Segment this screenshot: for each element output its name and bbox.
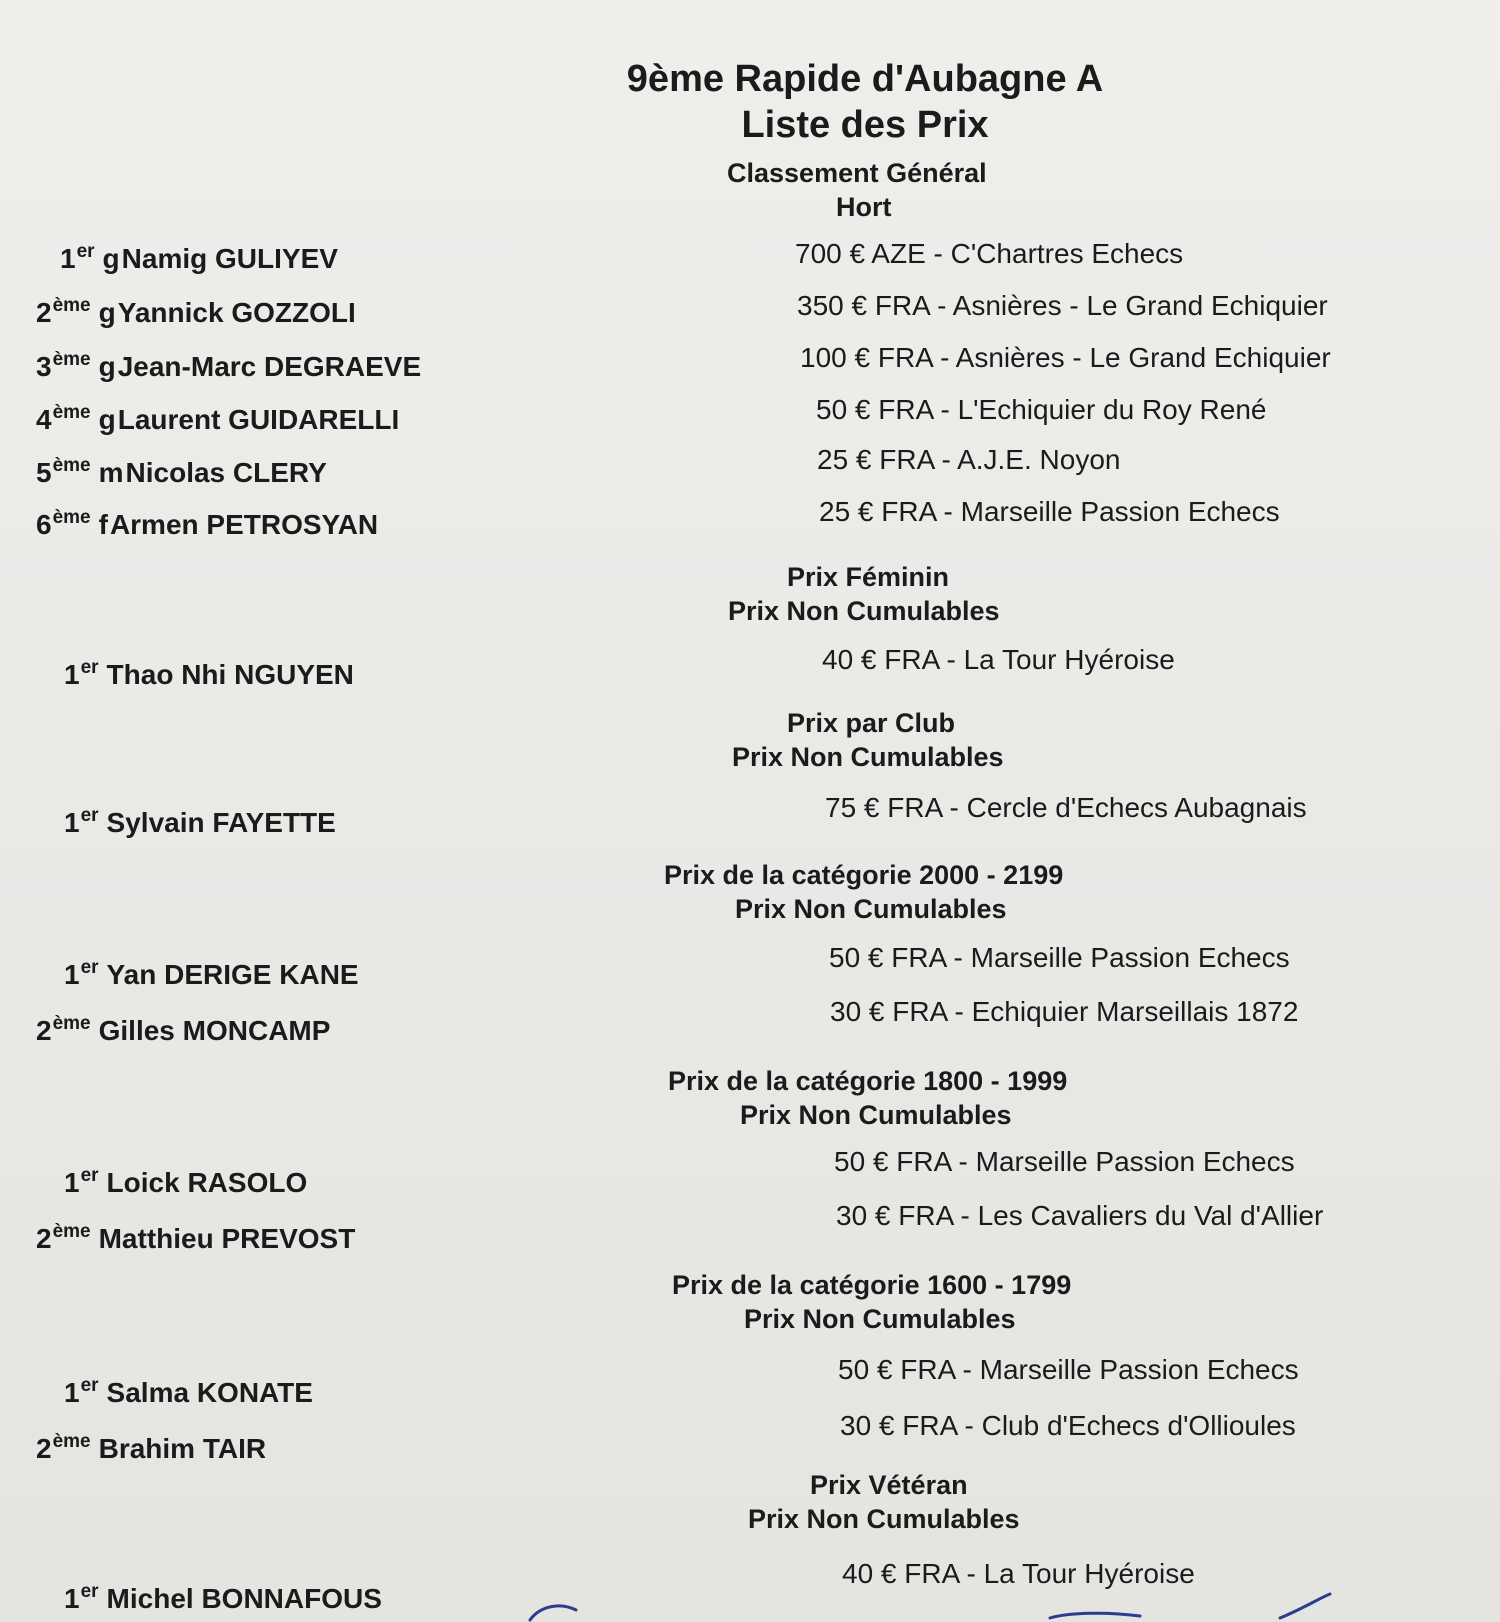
player-name: Gilles MONCAMP (98, 1015, 331, 1046)
prize-amount-club: 25 € FRA - A.J.E. Noyon (817, 444, 1121, 475)
section-subheading-category-1600: Prix Non Cumulables (744, 1304, 1016, 1334)
prize-amount-club: 100 € FRA - Asnières - Le Grand Echiquier (800, 342, 1331, 373)
list-item-rank: 6ème fArmen PETROSYAN (36, 507, 379, 540)
prize-amount-club: 75 € FRA - Cercle d'Echecs Aubagnais (825, 792, 1307, 823)
player-name: Yannick GOZZOLI (117, 297, 356, 328)
prize-amount-club: 350 € FRA - Asnières - Le Grand Echiquier (797, 290, 1328, 321)
player-name: Jean-Marc DEGRAEVE (117, 351, 422, 382)
player-name: Sylvain FAYETTE (106, 807, 336, 838)
player-name: Michel BONNAFOUS (106, 1583, 382, 1614)
player-name: Thao Nhi NGUYEN (106, 659, 354, 690)
document-subtitle: Liste des Prix (741, 104, 989, 146)
section-subheading-veteran: Prix Non Cumulables (748, 1504, 1020, 1534)
prize-amount-club: 40 € FRA - La Tour Hyéroise (842, 1558, 1195, 1589)
list-item-rank: 4ème gLaurent GUIDARELLI (36, 402, 400, 435)
prize-amount-club: 30 € FRA - Echiquier Marseillais 1872 (830, 996, 1299, 1027)
prize-amount-club: 50 € FRA - L'Echiquier du Roy René (816, 394, 1267, 425)
prize-amount-club: 700 € AZE - C'Chartres Echecs (795, 238, 1184, 269)
prize-amount-club: 30 € FRA - Les Cavaliers du Val d'Allier (836, 1200, 1324, 1231)
list-item-rank: 1er gNamig GULIYEV (60, 241, 338, 274)
list-item-rank: 3ème gJean-Marc DEGRAEVE (36, 349, 422, 382)
player-name: Yan DERIGE KANE (106, 959, 359, 990)
section-heading-category-1600: Prix de la catégorie 1600 - 1799 (672, 1270, 1072, 1300)
list-item-rank: 1er Sylvain FAYETTE (64, 805, 336, 838)
list-item-rank: 2ème Brahim TAIR (36, 1431, 267, 1464)
section-heading-category-1800: Prix de la catégorie 1800 - 1999 (668, 1066, 1068, 1096)
list-item-rank: 1er Yan DERIGE KANE (64, 957, 359, 990)
section-subheading-feminin: Prix Non Cumulables (728, 596, 1000, 626)
player-name: Loick RASOLO (106, 1167, 308, 1198)
list-item-rank: 1er Michel BONNAFOUS (64, 1581, 382, 1614)
player-name: Brahim TAIR (98, 1433, 267, 1464)
prize-amount-club: 25 € FRA - Marseille Passion Echecs (819, 496, 1280, 527)
document-title: 9ème Rapide d'Aubagne A (626, 58, 1104, 100)
section-heading-club: Prix par Club (787, 708, 956, 738)
player-name: Matthieu PREVOST (98, 1223, 356, 1254)
section-subheading-category-2000: Prix Non Cumulables (735, 894, 1007, 924)
section-heading-general: Classement Général (727, 158, 987, 188)
list-item-rank: 1er Loick RASOLO (64, 1165, 308, 1198)
prize-amount-club: 50 € FRA - Marseille Passion Echecs (838, 1354, 1299, 1385)
player-name: Laurent GUIDARELLI (117, 404, 400, 435)
list-item-rank: 1er Salma KONATE (64, 1375, 313, 1408)
list-item-rank: 2ème gYannick GOZZOLI (36, 295, 356, 328)
section-heading-category-2000: Prix de la catégorie 2000 - 2199 (664, 860, 1064, 890)
prize-amount-club: 30 € FRA - Club d'Echecs d'Ollioules (840, 1410, 1296, 1441)
player-name: Namig GULIYEV (121, 243, 338, 274)
list-item-rank: 5ème mNicolas CLERY (36, 455, 327, 488)
list-item-rank: 1er Thao Nhi NGUYEN (64, 657, 354, 690)
list-item-rank: 2ème Matthieu PREVOST (36, 1221, 356, 1254)
section-heading-veteran: Prix Vétéran (810, 1470, 968, 1500)
handwritten-signature (490, 1592, 1390, 1622)
player-name: Salma KONATE (106, 1377, 313, 1408)
section-subheading-general: Hort (836, 192, 892, 222)
section-heading-feminin: Prix Féminin (787, 562, 950, 592)
prize-amount-club: 50 € FRA - Marseille Passion Echecs (829, 942, 1290, 973)
player-name: Armen PETROSYAN (109, 509, 379, 540)
section-subheading-club: Prix Non Cumulables (732, 742, 1004, 772)
prize-amount-club: 40 € FRA - La Tour Hyéroise (822, 644, 1175, 675)
section-subheading-category-1800: Prix Non Cumulables (740, 1100, 1012, 1130)
list-item-rank: 2ème Gilles MONCAMP (36, 1013, 331, 1046)
prize-amount-club: 50 € FRA - Marseille Passion Echecs (834, 1146, 1295, 1177)
player-name: Nicolas CLERY (125, 457, 327, 488)
